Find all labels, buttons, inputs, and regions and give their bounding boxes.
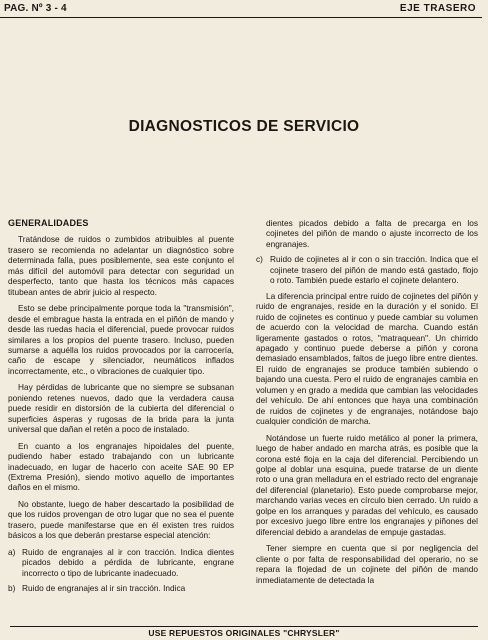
list-item-label: c)	[256, 254, 263, 265]
paragraph: Tratándose de ruidos o zumbidos atribuibles al puente trasero se recomienda no adelantar un diagnóstico sobre determinada falla, pues posiblemente, sea este conjunto el más difícil del automóvil para detectar con seguridad un desperfecto, tanto que hasta los técnicos más capaces titubean antes de abrir juicio al respecto.	[8, 234, 234, 297]
list-item-continuation	[256, 218, 478, 249]
right-column	[256, 218, 478, 591]
header-rule	[0, 17, 482, 18]
paragraph: La diferencia principal entre ruido de cojinetes del piñón y ruido de engranajes, reside en la duración y el sonido. El ruido de cojinetes es continuo y puede cambiar su volumen de acuerdo con la velocidad de marcha. Cuando están ligeramente gastados o rotos, "matraquean". Un chirrido apagado y continuo puede deberse a piñón y corona demasiado ensamblados, faltos de juego libre entre dientes. El ruido de engranajes se produce también subiendo o bajando una cuesta. Pero el ruido de engranajes cambia en volumen y en grado a medida que cambian las velocidades del vehículo. De ahí entonces que haya una combinación de ruidos de cojinetes y de engranajes, notándose bajo cualquier condición de marcha.	[256, 290, 478, 427]
paragraph: Hay pérdidas de lubricante que no siempre se subsanan poniendo retenes nuevos, dado que la verdadera causa puede residir en distorsión de la cubierta del diferencial o superficies ásperas y rugosas de la brida para la junta universal que dañan el retén a poco de instalado.	[8, 382, 234, 435]
section-title: EJE TRASERO	[399, 3, 476, 14]
list-item-label: b)	[8, 583, 16, 594]
page-title: DIAGNOSTICOS DE SERVICIO	[128, 118, 360, 135]
list-item-text: Ruido de cojinetes al ir con o sin tracción. Indica que el cojinete trasero del piñón de mando está gastado, flojo o roto. También puede estarlo el cojinete delantero.	[270, 254, 478, 286]
footer-rule	[10, 626, 478, 627]
page-number: PAG. Nº 3 - 4	[4, 3, 67, 14]
list-item-text: Ruido de engranajes al ir con tracción. Indica dientes picados debido a pérdida de lubricante, engrane incorrecto o tipo de lubricante inadecuado.	[22, 546, 234, 578]
section-heading: GENERALIDADES	[8, 218, 89, 228]
paragraph: Esto se debe principalmente porque toda la "transmisión", desde el embrague hasta la entrada en el piñón de mando y desde las ruedas hacia el diferencial, puede provocar ruidos similares a los propios del puente trasero. Incluso, pueden sumarse a aquélla los ruidos provocados por la carrocería, caño de escape y silenciador, neumáticos inflados incorrectamente, etc., o vibraciones de cualquier tipo.	[8, 303, 234, 376]
list-item	[8, 583, 234, 593]
paragraph: Tener siempre en cuenta que si por negligencia del cliente o por falta de responsabilidad del operario, no se repara la flojedad de un cojinete del piñón de mando inmediatamente de detectada la	[256, 543, 478, 585]
paragraph: No obstante, luego de haber descartado la posibilidad de que los ruidos provengan de otro lugar que no sea el puente trasero, puede manifestarse que en él existen tres ruidos básicos a los que deberán prestarse especial atención:	[8, 498, 234, 541]
list-item-label: a)	[8, 546, 16, 557]
list-item-text: Ruido de engranajes al ir sin tracción. Indica	[22, 583, 186, 594]
paragraph: Notándose un fuerte ruido metálico al poner la primera, luego de haber andado en marcha atrás, es posible que la corona esté floja en la caja del diferencial. Percibiendo un golpe al doblar una esquina, puede tratarse de un diente roto o una gran melladura en el estriado recto del engranaje del diferencial (planetario). Esto puede comprobarse mejor, marchando varias veces en círculo bien cerrado. Un ruido a golpe en los arranques y paradas del vehículo, es causado por excesivo juego libre entre los engranajes y piñones del diferencial debido a arandelas de empuje gastadas.	[256, 432, 478, 537]
footer-note: USE REPUESTOS ORIGINALES "CHRYSLER"	[148, 628, 340, 638]
list-item	[8, 547, 234, 578]
list-item	[256, 254, 478, 285]
list-item-text: dientes picados debido a falta de precarga en los cojinetes del piñón de mando o ajuste incorrecto de los engranajes.	[266, 218, 478, 249]
paragraph: En cuanto a los engranajes hipoidales del puente, pudiendo haber estado trabajando con un lubricante inadecuado, en lugar de hacerlo con aceite SAE 90 EP (Extrema Presión), siendo motivo aquello de importantes daños en el mismo.	[8, 440, 234, 493]
left-column	[8, 218, 234, 599]
